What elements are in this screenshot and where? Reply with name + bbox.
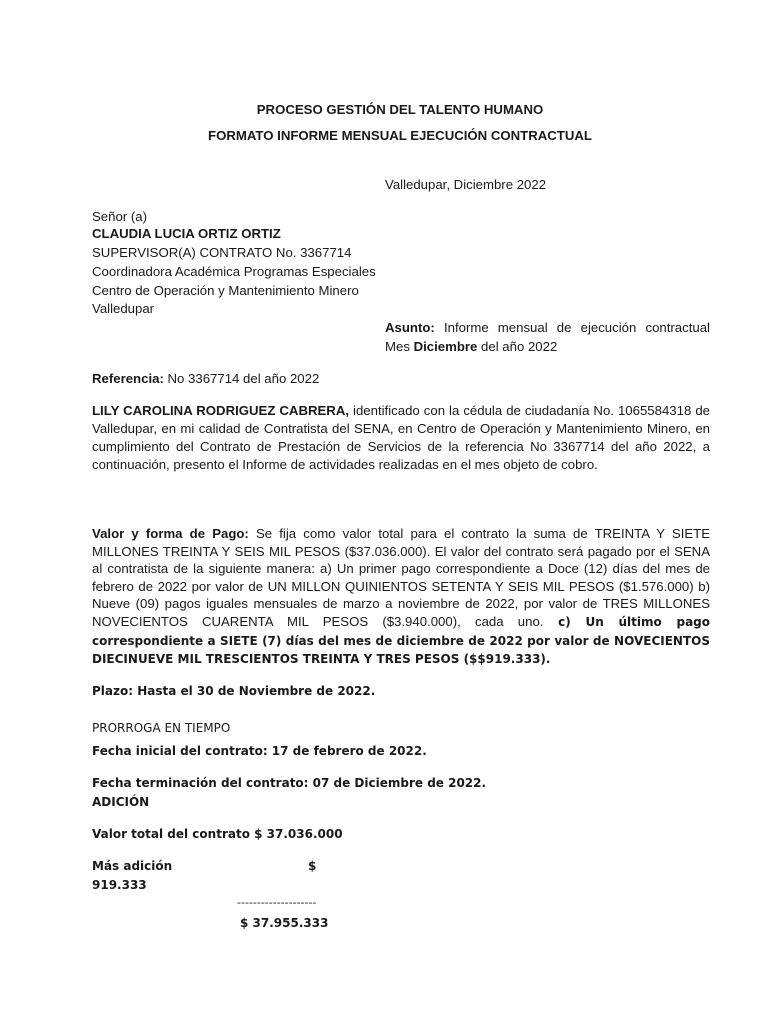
- valor-total: Valor total del contrato $ 37.036.000: [92, 827, 343, 841]
- fecha-terminacion: Fecha terminación del contrato: 07 de Diciembre de 2022.: [92, 776, 487, 790]
- grand-total: $ 37.955.333: [240, 916, 329, 930]
- payment-last: c) Un último pago correspondiente a SIETE (7) días del mes de diciembre de 2022 por valor de NOVECIENTOS DIECINUEVE MIL TRESCIENTOS TREINTA Y TRES PESOS ($$919.333).: [92, 614, 711, 667]
- recipient-center: Centro de Operación y Mantenimiento Minero: [92, 283, 359, 298]
- mas-adicion-currency: $: [308, 859, 317, 873]
- asunto-month-suffix: del año 2022: [477, 339, 558, 354]
- asunto: [385, 319, 710, 337]
- recipient-office: Coordinadora Académica Programas Especiales: [92, 264, 376, 279]
- mas-adicion-amount: 919.333: [92, 878, 147, 892]
- place-date: Valledupar, Diciembre 2022: [385, 177, 547, 192]
- asunto-month-prefix: Mes: [385, 339, 414, 354]
- asunto-month-line: [385, 338, 557, 356]
- intro-paragraph: [92, 402, 710, 474]
- recipient-name: CLAUDIA LUCIA ORTIZ ORTIZ: [92, 226, 281, 241]
- payment-label: Valor y forma de Pago:: [92, 526, 249, 541]
- intro-text: identificado con la cédula de ciudadanía No. 1065584318 de Valledupar, en mi calidad de Contratista del SENA, en Centro de Operación y Mantenimiento Minero, en cumplimiento del Contrato de Prestación de Servicios de la referencia No 3367714 del año 2022, a continuación, presento el Informe de actividades realizadas en el mes objeto de cobro.: [92, 403, 710, 472]
- fecha-inicial: Fecha inicial del contrato: 17 de febrero de 2022.: [92, 744, 427, 758]
- referencia-text: No 3367714 del año 2022: [163, 371, 320, 386]
- salutation: Señor (a): [92, 209, 147, 224]
- contractor-name: LILY CAROLINA RODRIGUEZ CABRERA,: [92, 403, 350, 418]
- referencia: [92, 370, 319, 388]
- asunto-month: Diciembre: [413, 339, 478, 354]
- payment-paragraph: [92, 525, 710, 669]
- prorroga-heading: PRORROGA EN TIEMPO: [92, 721, 231, 735]
- recipient-city: Valledupar: [92, 301, 155, 316]
- asunto-label: Asunto:: [385, 320, 435, 335]
- referencia-label: Referencia:: [92, 371, 164, 386]
- payment-text: Se fija como valor total para el contrato la suma de TREINTA Y SIETE MILLONES TREINTA Y SEIS MIL PESOS ($37.036.000). El valor del contrato será pagado por el SENA al contratista de la siguiente manera: a) Un primer pago correspondiente a Doce (12) días del mes de febrero de 2022 por valor de UN MILLON QUINIENTOS SETENTA Y SEIS MIL PESOS ($1.576.000) b) Nueve (09) pagos iguales mensuales de marzo a noviembre de 2022, por valor de TRES MILLONES NOVECIENTOS CUARENTA MIL PESOS ($3.940.000), cada uno.: [92, 526, 710, 629]
- header-title-1: PROCESO GESTIÓN DEL TALENTO HUMANO: [256, 102, 544, 117]
- header-title-2: FORMATO INFORME MENSUAL EJECUCIÓN CONTRACTUAL: [208, 128, 592, 143]
- recipient-role: SUPERVISOR(A) CONTRATO No. 3367714: [92, 245, 352, 260]
- sum-separator: --------------------: [237, 896, 317, 909]
- mas-adicion-label: Más adición: [92, 859, 173, 873]
- plazo: Plazo: Hasta el 30 de Noviembre de 2022.: [92, 684, 376, 698]
- asunto-text: Informe mensual de ejecución contractual: [434, 320, 710, 335]
- adicion-heading: ADICIÓN: [92, 795, 150, 809]
